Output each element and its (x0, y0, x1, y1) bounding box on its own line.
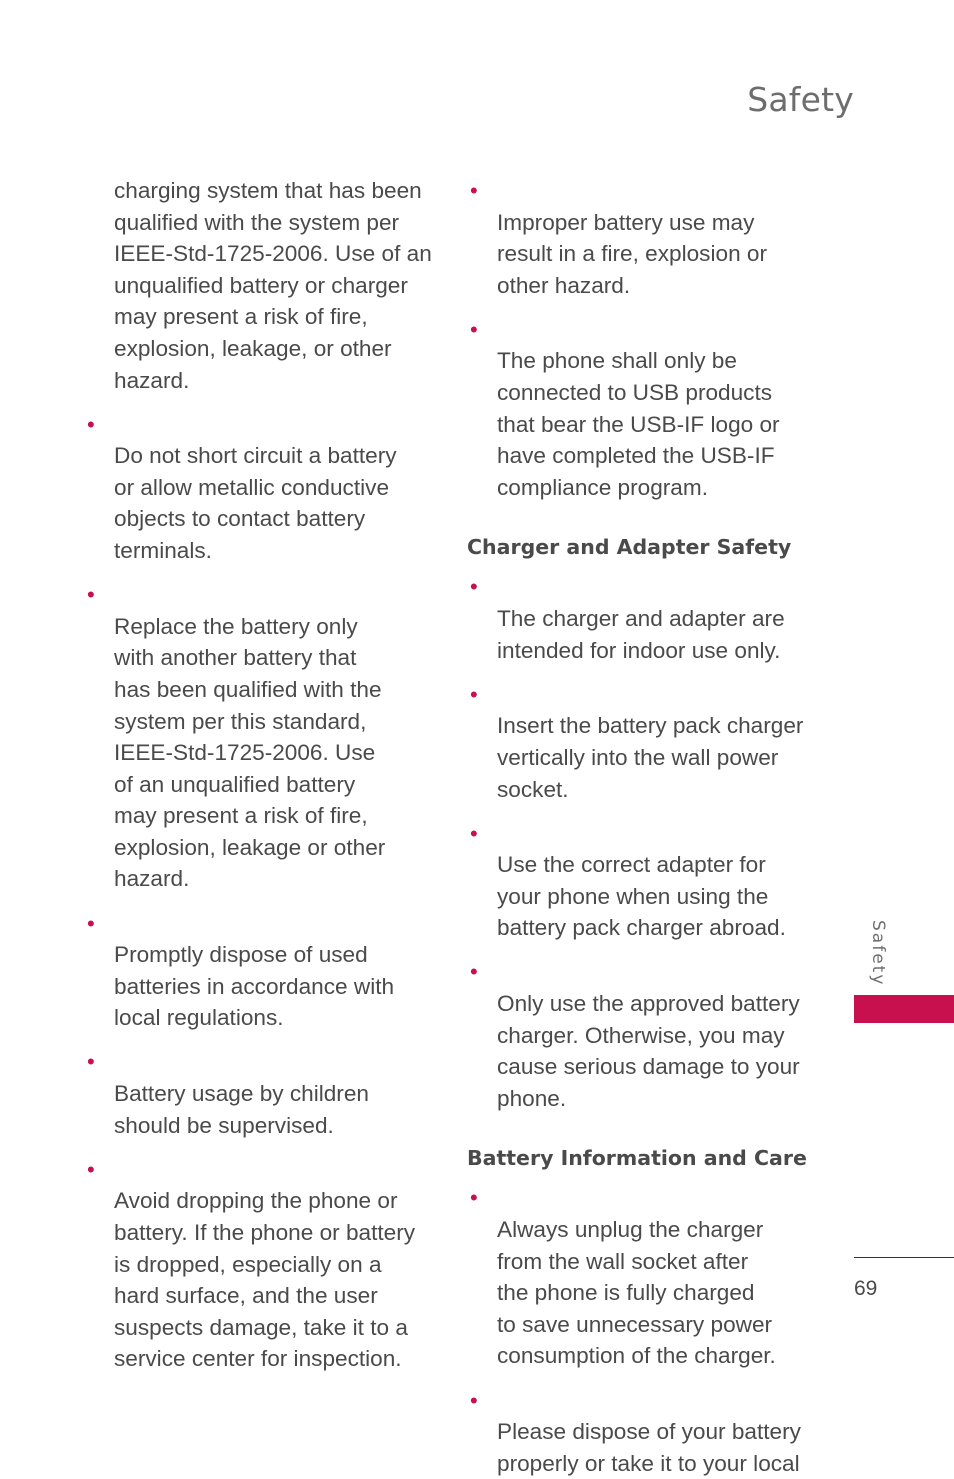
bullet-icon: • (87, 1154, 97, 1186)
bullet-icon: • (470, 571, 480, 603)
list-item (84, 579, 446, 895)
bullet-icon: • (470, 1385, 480, 1417)
bullet-icon: • (470, 818, 480, 850)
list-item (467, 679, 827, 805)
page-title: Safety (747, 80, 854, 119)
right-column (467, 175, 827, 1479)
bullet-icon: • (470, 679, 480, 711)
bullet-icon: • (87, 908, 97, 940)
footer-divider (854, 1257, 954, 1258)
list-item-text: Avoid dropping the phone or battery. If the phone or battery is dropped, especially on a hard surface, and the user suspects damage, take it to a service center for inspection. (114, 1188, 415, 1371)
list-item (84, 1154, 446, 1375)
bullet-icon: • (470, 314, 480, 346)
section-heading-charger-adapter-safety: Charger and Adapter Safety (467, 533, 827, 561)
bullet-icon: • (470, 1182, 480, 1214)
list-item (467, 314, 827, 504)
list-item (467, 1385, 827, 1479)
side-tab-marker (854, 995, 954, 1023)
bullet-icon: • (470, 175, 480, 207)
list-item-text: Please dispose of your battery properly or take it to your local (497, 1419, 801, 1476)
page-number: 69 (854, 1277, 877, 1301)
section-heading-battery-information-care: Battery Information and Care (467, 1144, 827, 1172)
bullet-icon: • (470, 956, 480, 988)
list-item-text: Battery usage by children should be supervised. (114, 1081, 369, 1138)
list-item-text: Do not short circuit a battery or allow metallic conductive objects to contact battery terminals. (114, 443, 397, 563)
list-item-text: The phone shall only be connected to USB products that bear the USB-IF logo or have completed the USB-IF compliance program. (497, 348, 780, 499)
list-item-text: Use the correct adapter for your phone when using the battery pack charger abroad. (497, 852, 786, 940)
list-item (467, 818, 827, 944)
list-item (84, 409, 446, 567)
list-item-text: Always unplug the charger from the wall socket after the phone is fully charged to save unnecessary power consumption of the charger. (497, 1217, 776, 1368)
list-item (84, 1046, 446, 1141)
list-item (467, 571, 827, 666)
list-item (467, 1182, 827, 1372)
left-column (84, 175, 446, 1375)
continuation-paragraph: charging system that has been qualified with the system per IEEE-Std-1725-2006. Use of an unqualified battery or charger may present a risk of fire, explosion, leakage, or other hazard. (84, 175, 446, 396)
list-item-text: Only use the approved battery charger. Otherwise, you may cause serious damage to your phone. (497, 991, 800, 1111)
bullet-icon: • (87, 579, 97, 611)
list-item-text: The charger and adapter are intended for indoor use only. (497, 606, 785, 663)
list-item-text: Improper battery use may result in a fire, explosion or other hazard. (497, 210, 767, 298)
list-item-text: Insert the battery pack charger vertically into the wall power socket. (497, 713, 803, 801)
bullet-icon: • (87, 1046, 97, 1078)
side-tab-label: Safety (868, 920, 888, 986)
list-item-text: Replace the battery only with another battery that has been qualified with the system per this standard, IEEE-Std-1725-2006. Use of an unqualified battery may present a risk of fire, explosion, leakage or other hazard. (114, 614, 385, 892)
list-item (467, 175, 827, 301)
bullet-icon: • (87, 409, 97, 441)
list-item (467, 956, 827, 1114)
list-item (84, 908, 446, 1034)
list-item-text: Promptly dispose of used batteries in accordance with local regulations. (114, 942, 394, 1030)
